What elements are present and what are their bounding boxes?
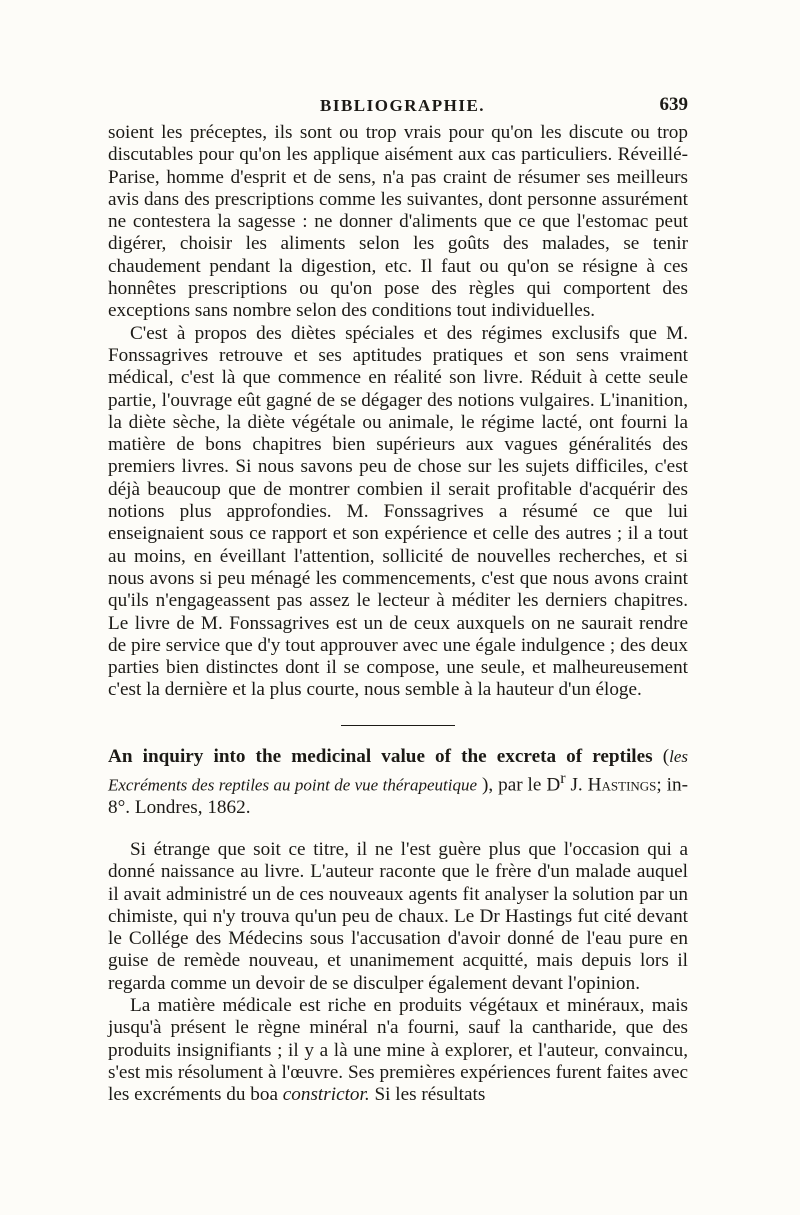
section-divider [341, 725, 455, 726]
paragraph-4-tail: Si les résultats [374, 1084, 486, 1106]
paragraph-2: C'est à propos des diètes spéciales et des régimes exclusifs que M. Fonssagrives retrouve et ses aptitudes pratiques et son sens vraiment médical, c'est là que commence en réalité son livre. Réduit à cette seule partie, l'ouvrage eût gagné de se dégager des notions vulgaires. L'inanition, la diète sèche, la diète végétale ou animale, le régime lacté, ont fourni la matière de bons chapitres bien supérieurs aux vagues généralités des premiers livres. Si nous savons peu de chose sur les sujets difficiles, c'est déjà beaucoup que de montrer combien il serait profitable d'acquérir des notions plus approfondies. M. Fonssagrives a résumé ce que lui enseignaient sous ce rapport et son expérience et celle des autres ; il a tout au moins, en éveillant l'attention, sollicité de nouvelles recherches, et si nous avons si peu ménagé les commencements, c'est que nous avons craint qu'ils n'engageassent pas assez le lecteur à méditer les derniers chapitres. Le livre de M. Fonssagrives est un de ceux auxquels on ne saurait rendre de pire service que d'y tout approuver avec une égale indulgence ; des deux parties bien distinctes dont il se compose, une seule, et malheureusement c'est la dernière et la plus courte, nous semble à la hauteur d'un éloge. [108, 322, 688, 701]
entry-french-title: les Excréments des reptiles au point de vue thérapeutique [108, 746, 688, 795]
entry-imprint: ; in-8°. Londres, 1862. [108, 774, 688, 818]
spacer [108, 819, 688, 839]
entry-close-paren: ), [481, 774, 494, 796]
entry-byline-superscript: r [560, 770, 566, 788]
page-number: 639 [659, 94, 688, 115]
running-head [108, 92, 688, 122]
paragraph-4-italic: constrictor. [282, 1084, 370, 1106]
paragraph-4-text: La matière médicale est riche en produits végétaux et minéraux, mais jusqu'à présent le règne minéral n'a fourni, sauf la cantharide, que des produits insignifiants ; il y a là une mine à explorer, et l'auteur, convaincu, s'est mis résolument à l'œuvre. Ses premières expériences furent faites avec les excréments du boa [108, 995, 688, 1106]
bibliography-entry [108, 746, 688, 819]
running-title: BIBLIOGRAPHIE. [320, 96, 486, 115]
entry-author: J. Hastings [570, 774, 657, 796]
entry-open-paren: ( [662, 745, 670, 767]
paragraph-4 [108, 995, 688, 1106]
book-page [108, 92, 688, 1107]
paragraph-1: soient les préceptes, ils sont ou trop vrais pour qu'on les discute ou trop discutables pour qu'on les applique aisément aux cas particuliers. Réveillé-Parise, homme d'esprit et de sens, n'a pas craint de résumer ses meilleurs avis dans des prescriptions comme les suivantes, dont personne assurément ne contestera la sagesse : ne donner d'aliments que ce que l'estomac peut digérer, choisir les aliments selon les goûts des malades, se tenir chaudement pendant la digestion, etc. Il faut ou qu'on se résigne à ces honnêtes prescriptions ou qu'on pose des règles qui comportent des exceptions sans nombre selon des conditions tout individuelles. [108, 122, 688, 322]
entry-title: An inquiry into the medicinal value of the excreta of reptiles [108, 745, 653, 767]
paragraph-3: Si étrange que soit ce titre, il ne l'est guère plus que l'occasion qui a donné naissance au livre. L'auteur raconte que le frère d'un malade auquel il avait administré un de ces nouveaux agents fit analyser la solution par un chimiste, qui n'y trouva qu'un peu de chaux. Le Dr Hastings fut cité devant le Collége des Médecins sous l'accusation d'avoir donné de l'eau pure en guise de remède nouveau, et unanimement acquitté, mais depuis lors il regarda comme un devoir de se disculper également devant l'opinion. [108, 839, 688, 994]
entry-byline: par le D [498, 774, 561, 796]
